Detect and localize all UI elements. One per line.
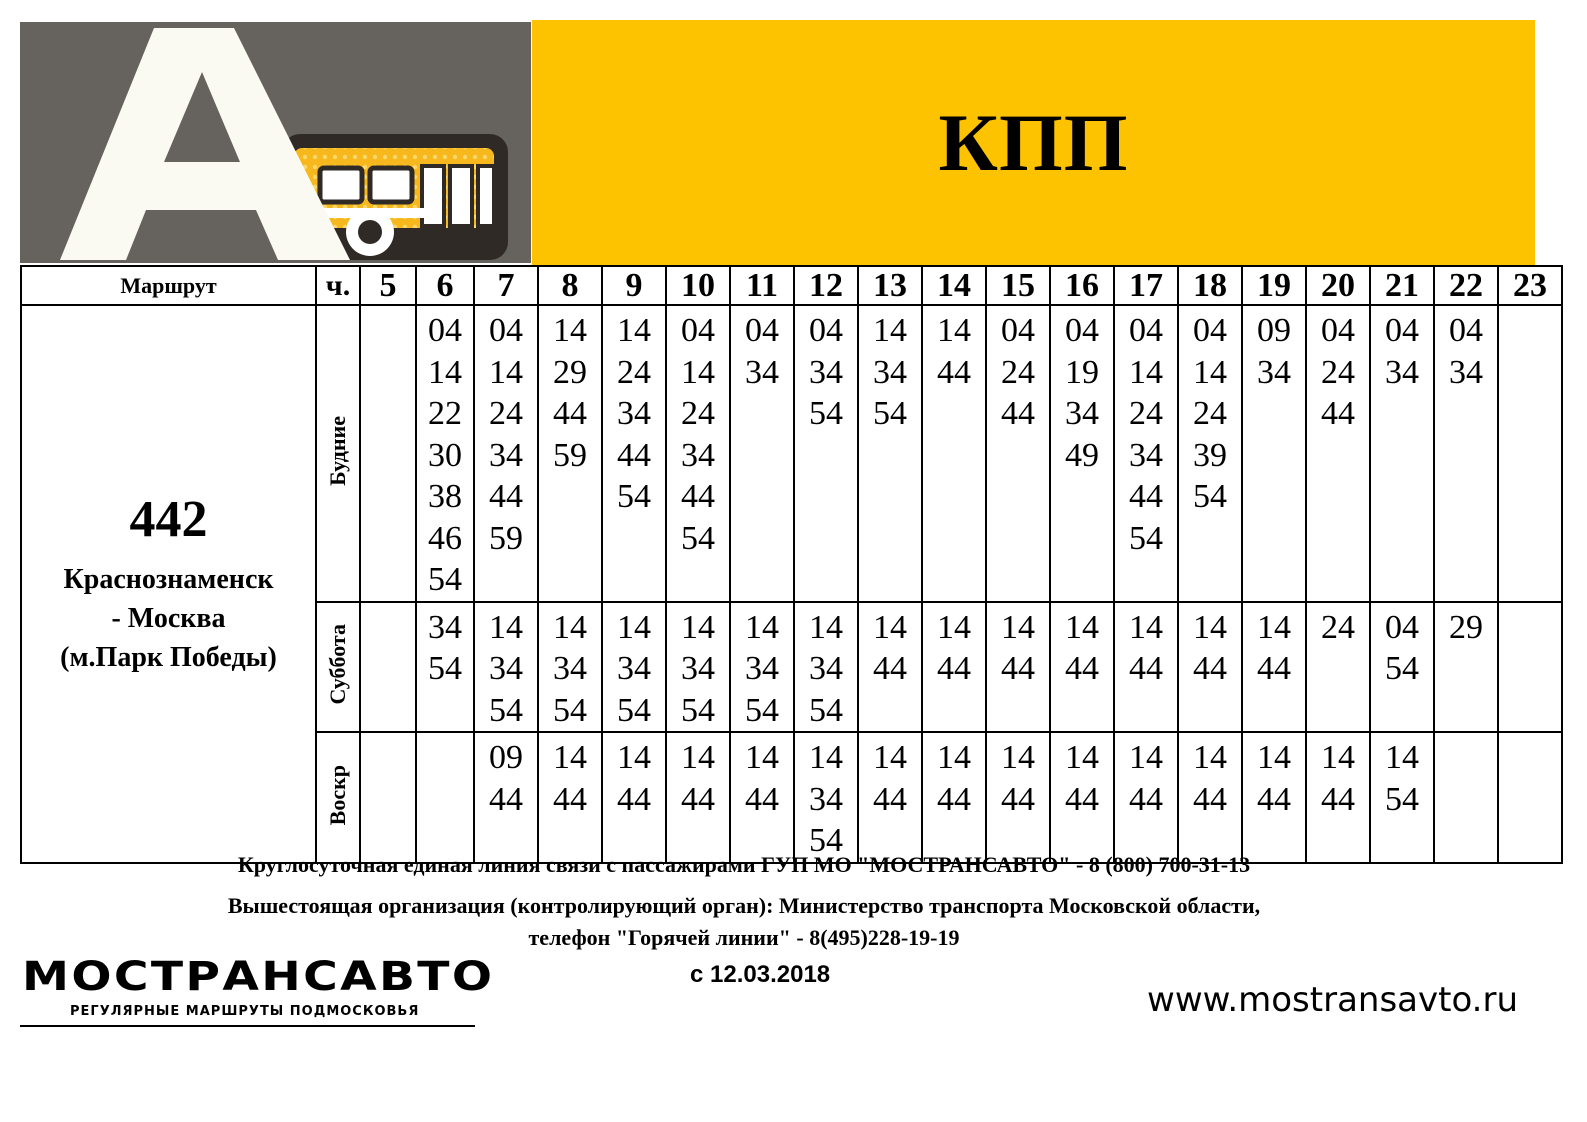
hour-header: 21 (1370, 266, 1434, 305)
hour-header: 9 (602, 266, 666, 305)
weekday-row (21, 305, 1562, 602)
departure-minute: 54 (617, 478, 651, 515)
departure-minute: 14 (1385, 739, 1419, 776)
departure-minute: 24 (1001, 353, 1035, 391)
departure-minute: 54 (809, 395, 843, 432)
departure-minute: 44 (617, 780, 651, 818)
departure-minute: 44 (937, 353, 971, 391)
departure-cell (602, 732, 666, 863)
departure-minute: 44 (681, 780, 715, 818)
departure-cell (1242, 305, 1306, 602)
departure-minute: 14 (873, 312, 907, 349)
departure-minute: 14 (1257, 608, 1291, 646)
departure-minute: 54 (809, 822, 843, 859)
bus-stop-logo-icon (20, 22, 531, 263)
stop-name: КПП (938, 97, 1129, 188)
departure-minute: 34 (681, 436, 715, 474)
departure-cell (666, 305, 730, 602)
departure-minute: 44 (1129, 780, 1163, 818)
departure-minute: 04 (809, 312, 843, 349)
hour-header: 7 (474, 266, 538, 305)
departure-cell (1434, 602, 1498, 733)
departure-minute: 54 (489, 691, 523, 729)
departure-minute: 44 (1193, 780, 1227, 818)
departure-cell (922, 602, 986, 733)
departure-minute: 34 (1385, 353, 1419, 391)
departure-minute: 59 (489, 519, 523, 557)
departure-minute: 29 (553, 353, 587, 391)
departure-minute: 46 (428, 519, 462, 557)
departure-minute: 29 (1449, 608, 1483, 646)
departure-minute: 59 (553, 436, 587, 474)
departure-cell (474, 602, 538, 733)
departure-minute: 24 (489, 395, 523, 432)
departure-minute: 34 (873, 353, 907, 391)
departure-minute: 14 (553, 608, 587, 646)
departure-minute: 54 (1193, 478, 1227, 515)
passenger-hotline: Круглосуточная единая линия связи с пассажирами ГУП МО "МОСТРАНСАВТО" - 8 (800) 700-31-13 (237, 852, 1251, 877)
departure-minute: 14 (1001, 739, 1035, 776)
hour-header: 16 (1050, 266, 1114, 305)
route-name-line: - Москва (111, 603, 226, 635)
route-name-line: Краснознаменск (63, 564, 274, 596)
departure-cell (474, 305, 538, 602)
departure-minute: 04 (1385, 312, 1419, 349)
departure-cell (1370, 602, 1434, 733)
departure-cell (730, 602, 794, 733)
timetable (20, 265, 1563, 864)
departure-cell (1050, 305, 1114, 602)
hour-header: 20 (1306, 266, 1370, 305)
logo (20, 22, 531, 263)
departure-minute: 14 (553, 739, 587, 776)
brand-tagline: РЕГУЛЯРНЫЕ МАРШРУТЫ ПОДМОСКОВЬЯ (70, 1004, 420, 1019)
hour-header: 8 (538, 266, 602, 305)
departure-cell (538, 305, 602, 602)
departure-minute: 24 (1321, 608, 1355, 646)
hour-column-label: ч. (316, 266, 360, 305)
hour-header: 22 (1434, 266, 1498, 305)
departure-minute: 44 (1065, 650, 1099, 687)
departure-minute: 14 (428, 353, 462, 391)
departure-minute: 54 (428, 650, 462, 687)
departure-minute: 04 (745, 312, 779, 349)
departure-minute: 19 (1065, 353, 1099, 391)
departure-cell (730, 305, 794, 602)
route-number: 442 (129, 491, 208, 549)
departure-minute: 34 (745, 353, 779, 391)
departure-cell (986, 602, 1050, 733)
departure-cell (1050, 602, 1114, 733)
departure-cell (1306, 305, 1370, 602)
departure-minute: 34 (809, 353, 843, 391)
departure-minute: 30 (428, 436, 462, 474)
departure-minute: 34 (809, 650, 843, 687)
hour-header: 10 (666, 266, 730, 305)
departure-cell (1434, 305, 1498, 602)
departure-minute: 04 (681, 312, 715, 349)
hour-header: 15 (986, 266, 1050, 305)
departure-minute: 14 (1001, 608, 1035, 646)
day-label-weekdays: Будние (325, 415, 350, 486)
departure-minute: 14 (937, 312, 971, 349)
departure-minute: 04 (428, 312, 462, 349)
departure-cell (1178, 602, 1242, 733)
departure-minute: 54 (1385, 780, 1419, 818)
departure-minute: 09 (1257, 312, 1291, 349)
departure-minute: 34 (1065, 395, 1099, 432)
departure-minute: 49 (1065, 436, 1099, 474)
departure-minute: 34 (617, 650, 651, 687)
departure-minute: 44 (1321, 395, 1355, 432)
departure-minute: 34 (1257, 353, 1291, 391)
departure-minute: 39 (1193, 436, 1227, 474)
day-label-saturday: Суббота (325, 623, 350, 705)
departure-minute: 44 (1129, 650, 1163, 687)
header (20, 20, 1535, 265)
departure-cell (858, 602, 922, 733)
departure-cell (416, 602, 474, 733)
departure-minute: 54 (1385, 650, 1419, 687)
departure-minute: 44 (1129, 478, 1163, 515)
departure-minute: 14 (745, 608, 779, 646)
departure-cell (1306, 732, 1370, 863)
departure-minute: 44 (1001, 780, 1035, 818)
departure-minute: 04 (1449, 312, 1483, 349)
departure-minute: 44 (1001, 395, 1035, 432)
departure-cell (360, 602, 416, 733)
departure-minute: 04 (1001, 312, 1035, 349)
supervising-authority: Вышестоящая организация (контролирующий орган): Министерство транспорта Московской области, (227, 893, 1261, 918)
hour-header: 18 (1178, 266, 1242, 305)
day-label-cell (316, 602, 360, 733)
departure-minute: 14 (1129, 353, 1163, 391)
hour-header: 17 (1114, 266, 1178, 305)
departure-minute: 14 (809, 608, 843, 646)
departure-cell (416, 732, 474, 863)
departure-minute: 54 (428, 561, 462, 598)
departure-minute: 54 (681, 519, 715, 557)
departure-minute: 44 (681, 478, 715, 515)
departure-minute: 44 (1193, 650, 1227, 687)
departure-minute: 44 (1065, 780, 1099, 818)
departure-minute: 44 (745, 780, 779, 818)
route-name (22, 560, 315, 677)
departure-minute: 14 (1065, 608, 1099, 646)
departure-cell (1370, 732, 1434, 863)
departure-minute: 44 (553, 395, 587, 432)
departure-minute: 14 (1193, 353, 1227, 391)
day-label-cell (316, 732, 360, 863)
departure-minute: 24 (1193, 395, 1227, 432)
departure-minute: 44 (1321, 780, 1355, 818)
departure-cell (922, 732, 986, 863)
departure-minute: 38 (428, 478, 462, 515)
departure-minute: 04 (489, 312, 523, 349)
departure-minute: 34 (489, 436, 523, 474)
departure-cell (602, 602, 666, 733)
departure-cell (1242, 602, 1306, 733)
departure-cell (1114, 732, 1178, 863)
departure-cell (794, 602, 858, 733)
hour-header: 12 (794, 266, 858, 305)
departure-minute: 44 (617, 436, 651, 474)
departure-minute: 14 (1129, 739, 1163, 776)
departure-cell (730, 732, 794, 863)
departure-minute: 34 (489, 650, 523, 687)
departure-cell (666, 732, 730, 863)
hour-header: 23 (1498, 266, 1562, 305)
departure-minute: 14 (937, 739, 971, 776)
departure-minute: 54 (809, 691, 843, 729)
departure-minute: 54 (553, 691, 587, 729)
departure-cell (794, 732, 858, 863)
departure-minute: 14 (1257, 739, 1291, 776)
departure-minute: 44 (553, 780, 587, 818)
departure-minute: 14 (1193, 608, 1227, 646)
departure-minute: 14 (681, 739, 715, 776)
hour-header: 13 (858, 266, 922, 305)
departure-minute: 04 (1321, 312, 1355, 349)
departure-minute: 54 (681, 691, 715, 729)
departure-cell (858, 732, 922, 863)
hour-header: 11 (730, 266, 794, 305)
departure-cell (1498, 732, 1562, 863)
departure-cell (1370, 305, 1434, 602)
departure-cell (1178, 305, 1242, 602)
departure-minute: 44 (937, 650, 971, 687)
stop-name-panel (532, 20, 1535, 265)
departure-minute: 14 (937, 608, 971, 646)
route-info (21, 305, 316, 863)
departure-minute: 34 (809, 780, 843, 818)
departure-minute: 14 (809, 739, 843, 776)
departure-cell (474, 732, 538, 863)
valid-from-date: с 12.03.2018 (690, 961, 831, 988)
day-label-sunday: Воскр (325, 764, 350, 825)
departure-minute: 14 (1129, 608, 1163, 646)
departure-minute: 14 (681, 608, 715, 646)
departure-minute: 44 (873, 650, 907, 687)
departure-cell (666, 602, 730, 733)
departure-minute: 14 (617, 312, 651, 349)
departure-cell (1434, 732, 1498, 863)
departure-cell (922, 305, 986, 602)
departure-minute: 14 (489, 608, 523, 646)
departure-cell (538, 732, 602, 863)
departure-minute: 04 (1065, 312, 1099, 349)
departure-cell (858, 305, 922, 602)
departure-minute: 09 (489, 739, 523, 776)
departure-minute: 44 (937, 780, 971, 818)
departure-cell (360, 732, 416, 863)
departure-minute: 44 (1001, 650, 1035, 687)
departure-minute: 34 (1129, 436, 1163, 474)
departure-cell (1306, 602, 1370, 733)
departure-minute: 44 (489, 478, 523, 515)
departure-minute: 44 (1257, 780, 1291, 818)
departure-minute: 14 (873, 739, 907, 776)
brand-divider (20, 1025, 475, 1027)
departure-minute: 14 (681, 353, 715, 391)
day-label-cell (316, 305, 360, 602)
departure-cell (1114, 305, 1178, 602)
departure-minute: 04 (1385, 608, 1419, 646)
departure-cell (1498, 305, 1562, 602)
departure-minute: 22 (428, 395, 462, 432)
departure-minute: 44 (873, 780, 907, 818)
departure-cell (416, 305, 474, 602)
route-name-line: (м.Парк Победы) (60, 642, 277, 674)
departure-cell (538, 602, 602, 733)
hour-header: 19 (1242, 266, 1306, 305)
departure-minute: 24 (617, 353, 651, 391)
departure-minute: 14 (1065, 739, 1099, 776)
departure-minute: 14 (1193, 739, 1227, 776)
departure-minute: 54 (745, 691, 779, 729)
departure-minute: 24 (1321, 353, 1355, 391)
departure-minute: 24 (681, 395, 715, 432)
brand-logo (20, 955, 540, 1027)
hour-header: 14 (922, 266, 986, 305)
departure-cell (986, 305, 1050, 602)
departure-minute: 04 (1129, 312, 1163, 349)
departure-cell (1114, 602, 1178, 733)
route-column-header: Маршрут (21, 266, 316, 305)
departure-minute: 14 (745, 739, 779, 776)
departure-minute: 34 (617, 395, 651, 432)
hour-header-row (21, 266, 1562, 305)
departure-minute: 14 (1321, 739, 1355, 776)
departure-minute: 54 (873, 395, 907, 432)
departure-minute: 14 (873, 608, 907, 646)
hotline-phone: телефон "Горячей линии" - 8(495)228-19-19 (528, 925, 960, 950)
departure-minute: 34 (745, 650, 779, 687)
departure-minute: 14 (553, 312, 587, 349)
hour-header: 5 (360, 266, 416, 305)
departure-minute: 34 (428, 608, 462, 646)
departure-cell (602, 305, 666, 602)
departure-minute: 54 (1129, 519, 1163, 557)
departure-cell (794, 305, 858, 602)
departure-minute: 14 (489, 353, 523, 391)
departure-cell (1178, 732, 1242, 863)
departure-minute: 34 (1449, 353, 1483, 391)
departure-minute: 54 (617, 691, 651, 729)
departure-minute: 14 (617, 739, 651, 776)
departure-minute: 44 (1257, 650, 1291, 687)
website-link[interactable]: www.mostransavto.ru (1147, 980, 1518, 1020)
departure-cell (1242, 732, 1306, 863)
brand-name: МОСТРАНСАВТО (22, 954, 495, 1000)
departure-minute: 34 (681, 650, 715, 687)
departure-cell (986, 732, 1050, 863)
departure-minute: 04 (1193, 312, 1227, 349)
departure-minute: 24 (1129, 395, 1163, 432)
departure-cell (1050, 732, 1114, 863)
departure-cell (1498, 602, 1562, 733)
hour-header: 6 (416, 266, 474, 305)
departure-minute: 14 (617, 608, 651, 646)
departure-minute: 44 (489, 780, 523, 818)
departure-cell (360, 305, 416, 602)
departure-minute: 34 (553, 650, 587, 687)
